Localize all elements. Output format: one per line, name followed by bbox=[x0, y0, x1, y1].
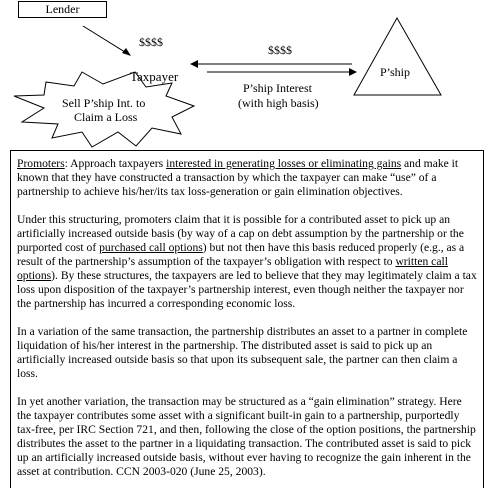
burst-label-1: Sell P’ship Int. to bbox=[62, 96, 146, 110]
p1-text-a: : Approach taxpayers bbox=[64, 157, 167, 170]
description-box bbox=[10, 150, 484, 488]
lender-label: Lender bbox=[45, 2, 80, 16]
taxpayer-label: Taxpayer bbox=[130, 69, 179, 84]
paragraph-variation: In a variation of the same transaction, the partnership distributes an asset to a partner in complete liquidation of his/her interest in the partnership. The distributed asset is said to pick up an artificially increased outside basis so that upon its subsequent sale, the partner can then claim a loss. bbox=[17, 325, 468, 380]
p2-underlined-2: written call options bbox=[17, 255, 448, 282]
interest-label-2: (with high basis) bbox=[238, 96, 319, 110]
p2-text-c: ). By these structures, the taxpayers are led to believe that they may legitimately claim a tax loss upon disposition of the taxpayer’s partnership interest, even though neither the taxpayer nor the partnership has incurred a corresponding economic loss. bbox=[17, 269, 477, 310]
money-label-left: $$$$ bbox=[139, 35, 163, 49]
partnership-triangle bbox=[354, 18, 441, 95]
lender-arrow-line bbox=[83, 26, 128, 54]
p1-underlined: interested in generating losses or eliminating gains bbox=[166, 157, 402, 170]
p2-underlined-1: purchased call options bbox=[99, 241, 203, 254]
money-label-right: $$$$ bbox=[268, 43, 292, 57]
paragraph-promoters bbox=[17, 157, 477, 199]
p2-text-b: ) but not then have this basis reduced properly (e.g., as a result of the partnership’s assumption of the taxpayer’s obligation with respect to bbox=[17, 241, 465, 268]
lender-arrow-head bbox=[122, 48, 131, 56]
promoters-label: Promoters bbox=[17, 157, 65, 170]
paragraph-gain-elimination: In yet another variation, the transaction may be structured as a “gain elimination” strategy. Here the taxpayer contributes some asset with a significant built-in gain to a partnership, purportedly tax-free, per IRC Section 721, and then, following the close of the option positions, the partnership distributes the asset to the partner in a liquidating transaction. The contributed asset is said to pick up an artificially increased outside basis, without ever having to recognize the gain inherent in the asset at contribution. CCN 2003-020 (June 25, 2003). bbox=[17, 395, 476, 478]
lender-box bbox=[18, 1, 107, 18]
interest-arrow-head bbox=[349, 68, 357, 76]
p1-text-b: and make it known that they have constructed a transaction by which the taxpayer can make “use” of a partnership to achieve his/her/its tax loss-generation or gain elimination objectives. bbox=[17, 157, 459, 198]
p2-text-a: Under this structuring, promoters claim that it is possible for a contributed asset to pick up an artificially increased outside basis (by way of a cap on debt assumption by the partnership or the purported cost of bbox=[17, 213, 464, 254]
transaction-diagram bbox=[0, 0, 493, 150]
pship-label: P’ship bbox=[380, 65, 411, 79]
paragraph-structuring bbox=[17, 213, 477, 311]
burst-label-2: Claim a Loss bbox=[74, 110, 138, 124]
cash-arrow-head bbox=[190, 60, 198, 68]
interest-label-1: P’ship Interest bbox=[243, 81, 312, 95]
